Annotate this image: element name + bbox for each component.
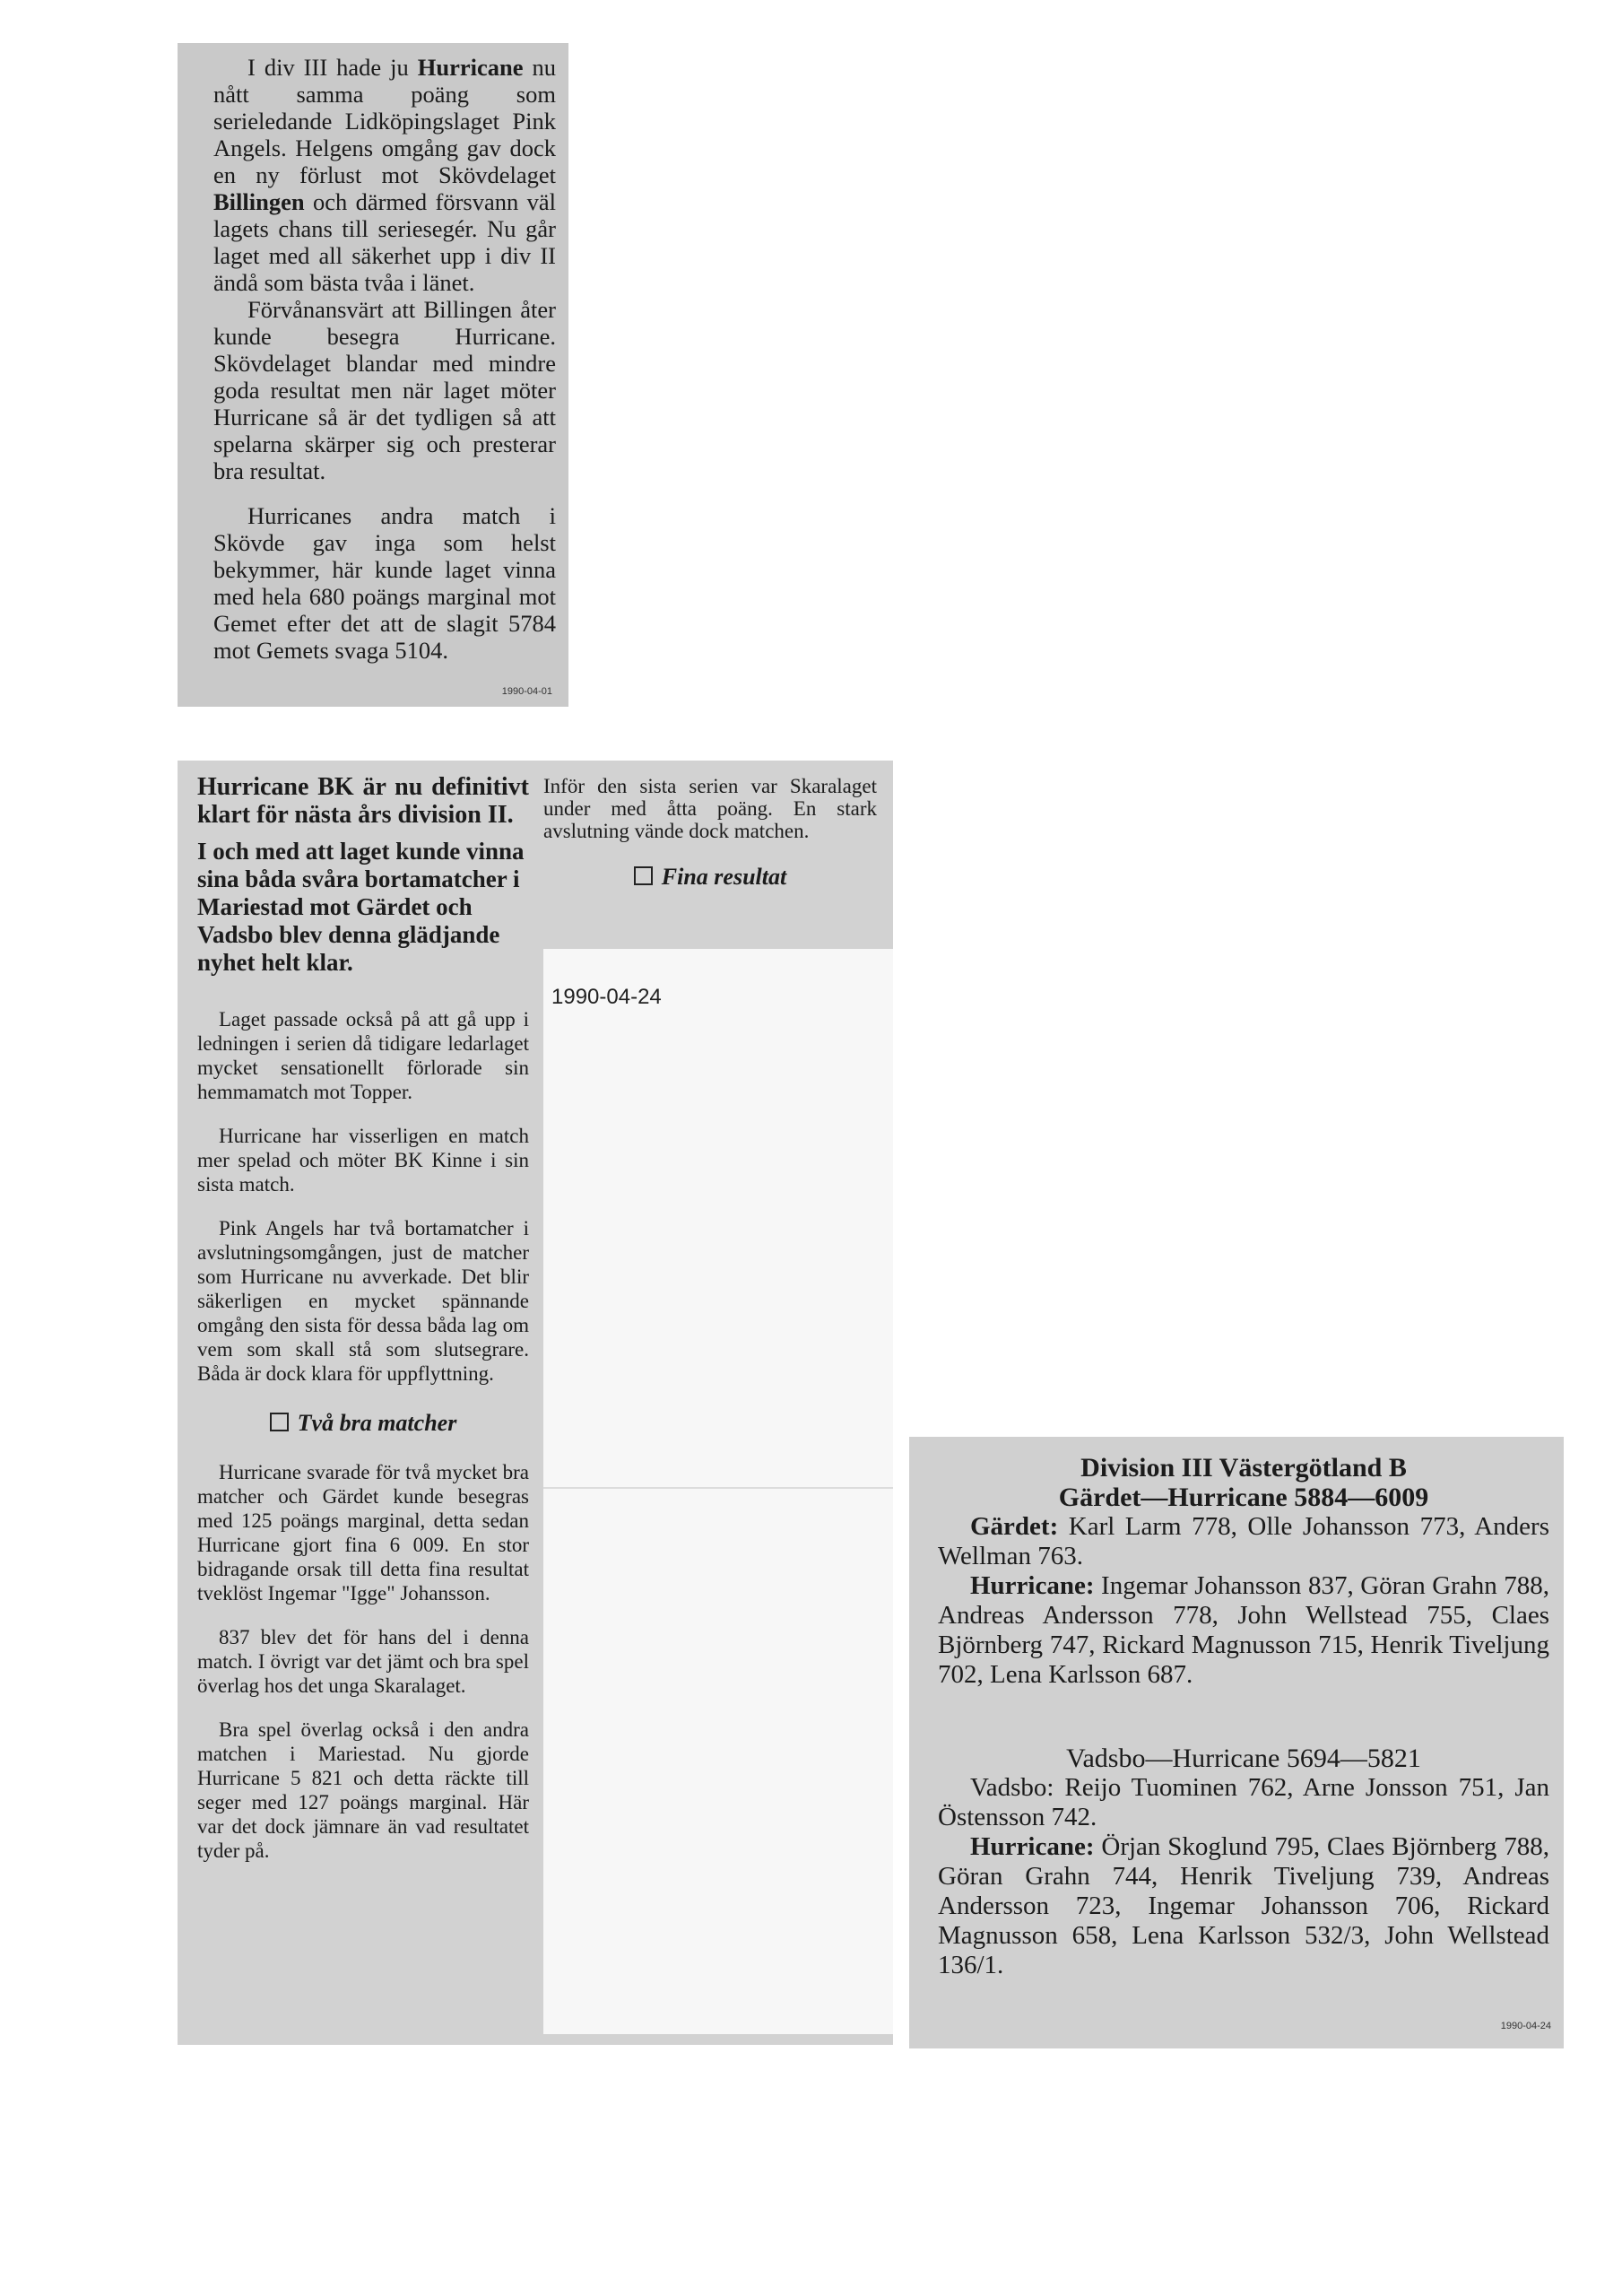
newspaper-clipping-2	[178, 761, 893, 2045]
article-paragraph-1	[213, 54, 556, 296]
article-paragraph-3: Hurricanes andra match i Skövde gav inga som helst bekymmer, här kunde laget vinna med hela 680 poängs marginal mot Gemet efter det att de slagit 5784 mot Gemets svaga 5104.	[213, 502, 556, 664]
newspaper-clipping-results	[909, 1437, 1564, 2048]
results-heading: Division III Västergötland B	[1080, 1453, 1407, 1483]
article-headline: Hurricane BK är nu definitivt klart för nästa års division II.	[197, 773, 529, 829]
hurricane-results-2	[938, 1832, 1549, 1980]
article-lead: I och med att laget kunde vinna sina båda svåra bortamatcher i Mariestad mot Gärdet och Vadsbo blev denna glädjande nyhet helt klar.	[197, 838, 525, 976]
article-paragraph: Bra spel överlag också i den andra matchen i Mariestad. Nu gjorde Hurricane 5 821 och detta räckte till seger med 127 poängs marginal. Här var det dock jämnare än vad resultatet tyder på.	[197, 1718, 529, 1862]
article-paragraph: Hurricane svarade för två mycket bra matcher och Gärdet kunde besegras med 125 poängs marginal, detta sedan Hurricane gjort fina 6 009. En stor bidragande orsak till detta fina resultat tveklöst Ingemar "Igge" Johansson.	[197, 1461, 529, 1605]
bold-team-name: Hurricane	[417, 54, 524, 81]
date-annotation: 1990-04-24	[551, 985, 662, 1009]
text-run: nu nått samma poäng som serieledande Lidköpingslaget Pink Angels. Helgens omgång gav dock en ny förlust mot Skövdelaget	[213, 54, 556, 188]
player-scores: Örjan Skoglund 795, Claes Björnberg 788, Göran Grahn 744, Henrik Tiveljung 739, Andreas Andersson 723, Ingemar Johansson 706, Rickard Magnusson 658, Lena Karlsson 532/3, John Wellstead 136/1.	[938, 1832, 1549, 1979]
subheading-text: Fina resultat	[661, 864, 787, 890]
subheading-text: Två bra matcher	[297, 1410, 457, 1436]
hurricane-results-1	[938, 1571, 1549, 1690]
text-run: och därmed försvann väl lagets chans till seriesegér. Nu går laget med all säkerhet upp i div II ändå som bästa tvåa i länet.	[213, 188, 556, 296]
team-label: Gärdet:	[970, 1512, 1059, 1541]
team-label: Hurricane:	[970, 1571, 1095, 1600]
date-stamp: 1990-04-24	[1500, 2021, 1551, 2031]
match1-title: Gärdet—Hurricane 5884—6009	[1058, 1483, 1429, 1512]
article-right-column	[543, 775, 877, 888]
player-scores: Karl Larm 778, Olle Johansson 773, Anders Wellman 763.	[938, 1512, 1549, 1570]
date-stamp: 1990-04-01	[501, 686, 552, 697]
article-paragraph: Inför den sista serien var Skaralaget under med åtta poäng. En stark avslutning vände dock matchen.	[543, 775, 877, 842]
square-bullet-icon	[634, 866, 653, 885]
newspaper-clipping-1	[178, 43, 568, 707]
article-paragraph: 837 blev det för hans del i denna match. I övrigt var det jämt och bra spel överlag hos det unga Skaralaget.	[197, 1626, 529, 1697]
subheading-two-matches	[197, 1411, 529, 1435]
article-paragraph: Hurricane har visserligen en match mer spelad och möter BK Kinne i sin sista match.	[197, 1125, 529, 1196]
vadsbo-results: Vadsbo: Reijo Tuominen 762, Arne Jonsson 751, Jan Östensson 742.	[938, 1773, 1549, 1831]
bold-team-name: Billingen	[213, 188, 305, 215]
text-run: I div III hade ju	[247, 54, 418, 81]
match2-title: Vadsbo—Hurricane 5694—5821	[1066, 1744, 1421, 1773]
article-paragraph-2: Förvånansvärt att Billingen åter kunde besegra Hurricane. Skövdelaget blandar med mindre goda resultat men när laget möter Hurricane så är det tydligen så att spelarna skärper sig och presterar bra resultat.	[213, 296, 556, 484]
player-scores: Ingemar Johansson 837, Göran Grahn 788, Andreas Andersson 778, John Wellstead 755, Claes Björnberg 747, Rickard Magnusson 715, Henrik Tiveljung 702, Lena Karlsson 687.	[938, 1571, 1549, 1689]
article-left-column	[197, 773, 529, 1883]
subheading-fine-results	[543, 865, 877, 888]
article-paragraph: Laget passade också på att gå upp i ledningen i serien då tidigare ledarlaget mycket sensationellt förlorade sin hemmamatch mot Topper.	[197, 1008, 529, 1103]
blank-paper-patch	[543, 949, 893, 2034]
square-bullet-icon	[270, 1413, 289, 1431]
gardet-results	[938, 1512, 1549, 1571]
paper-seam	[543, 1487, 893, 1489]
article-paragraph: Pink Angels har två bortamatcher i avslutningsomgången, just de matcher som Hurricane nu avverkade. Det blir säkerligen en mycket spännande omgång den sista för dessa båda lag om vem som skall stå som slutsegrare. Båda är dock klara för uppflyttning.	[197, 1217, 529, 1385]
team-label: Hurricane:	[970, 1832, 1095, 1861]
